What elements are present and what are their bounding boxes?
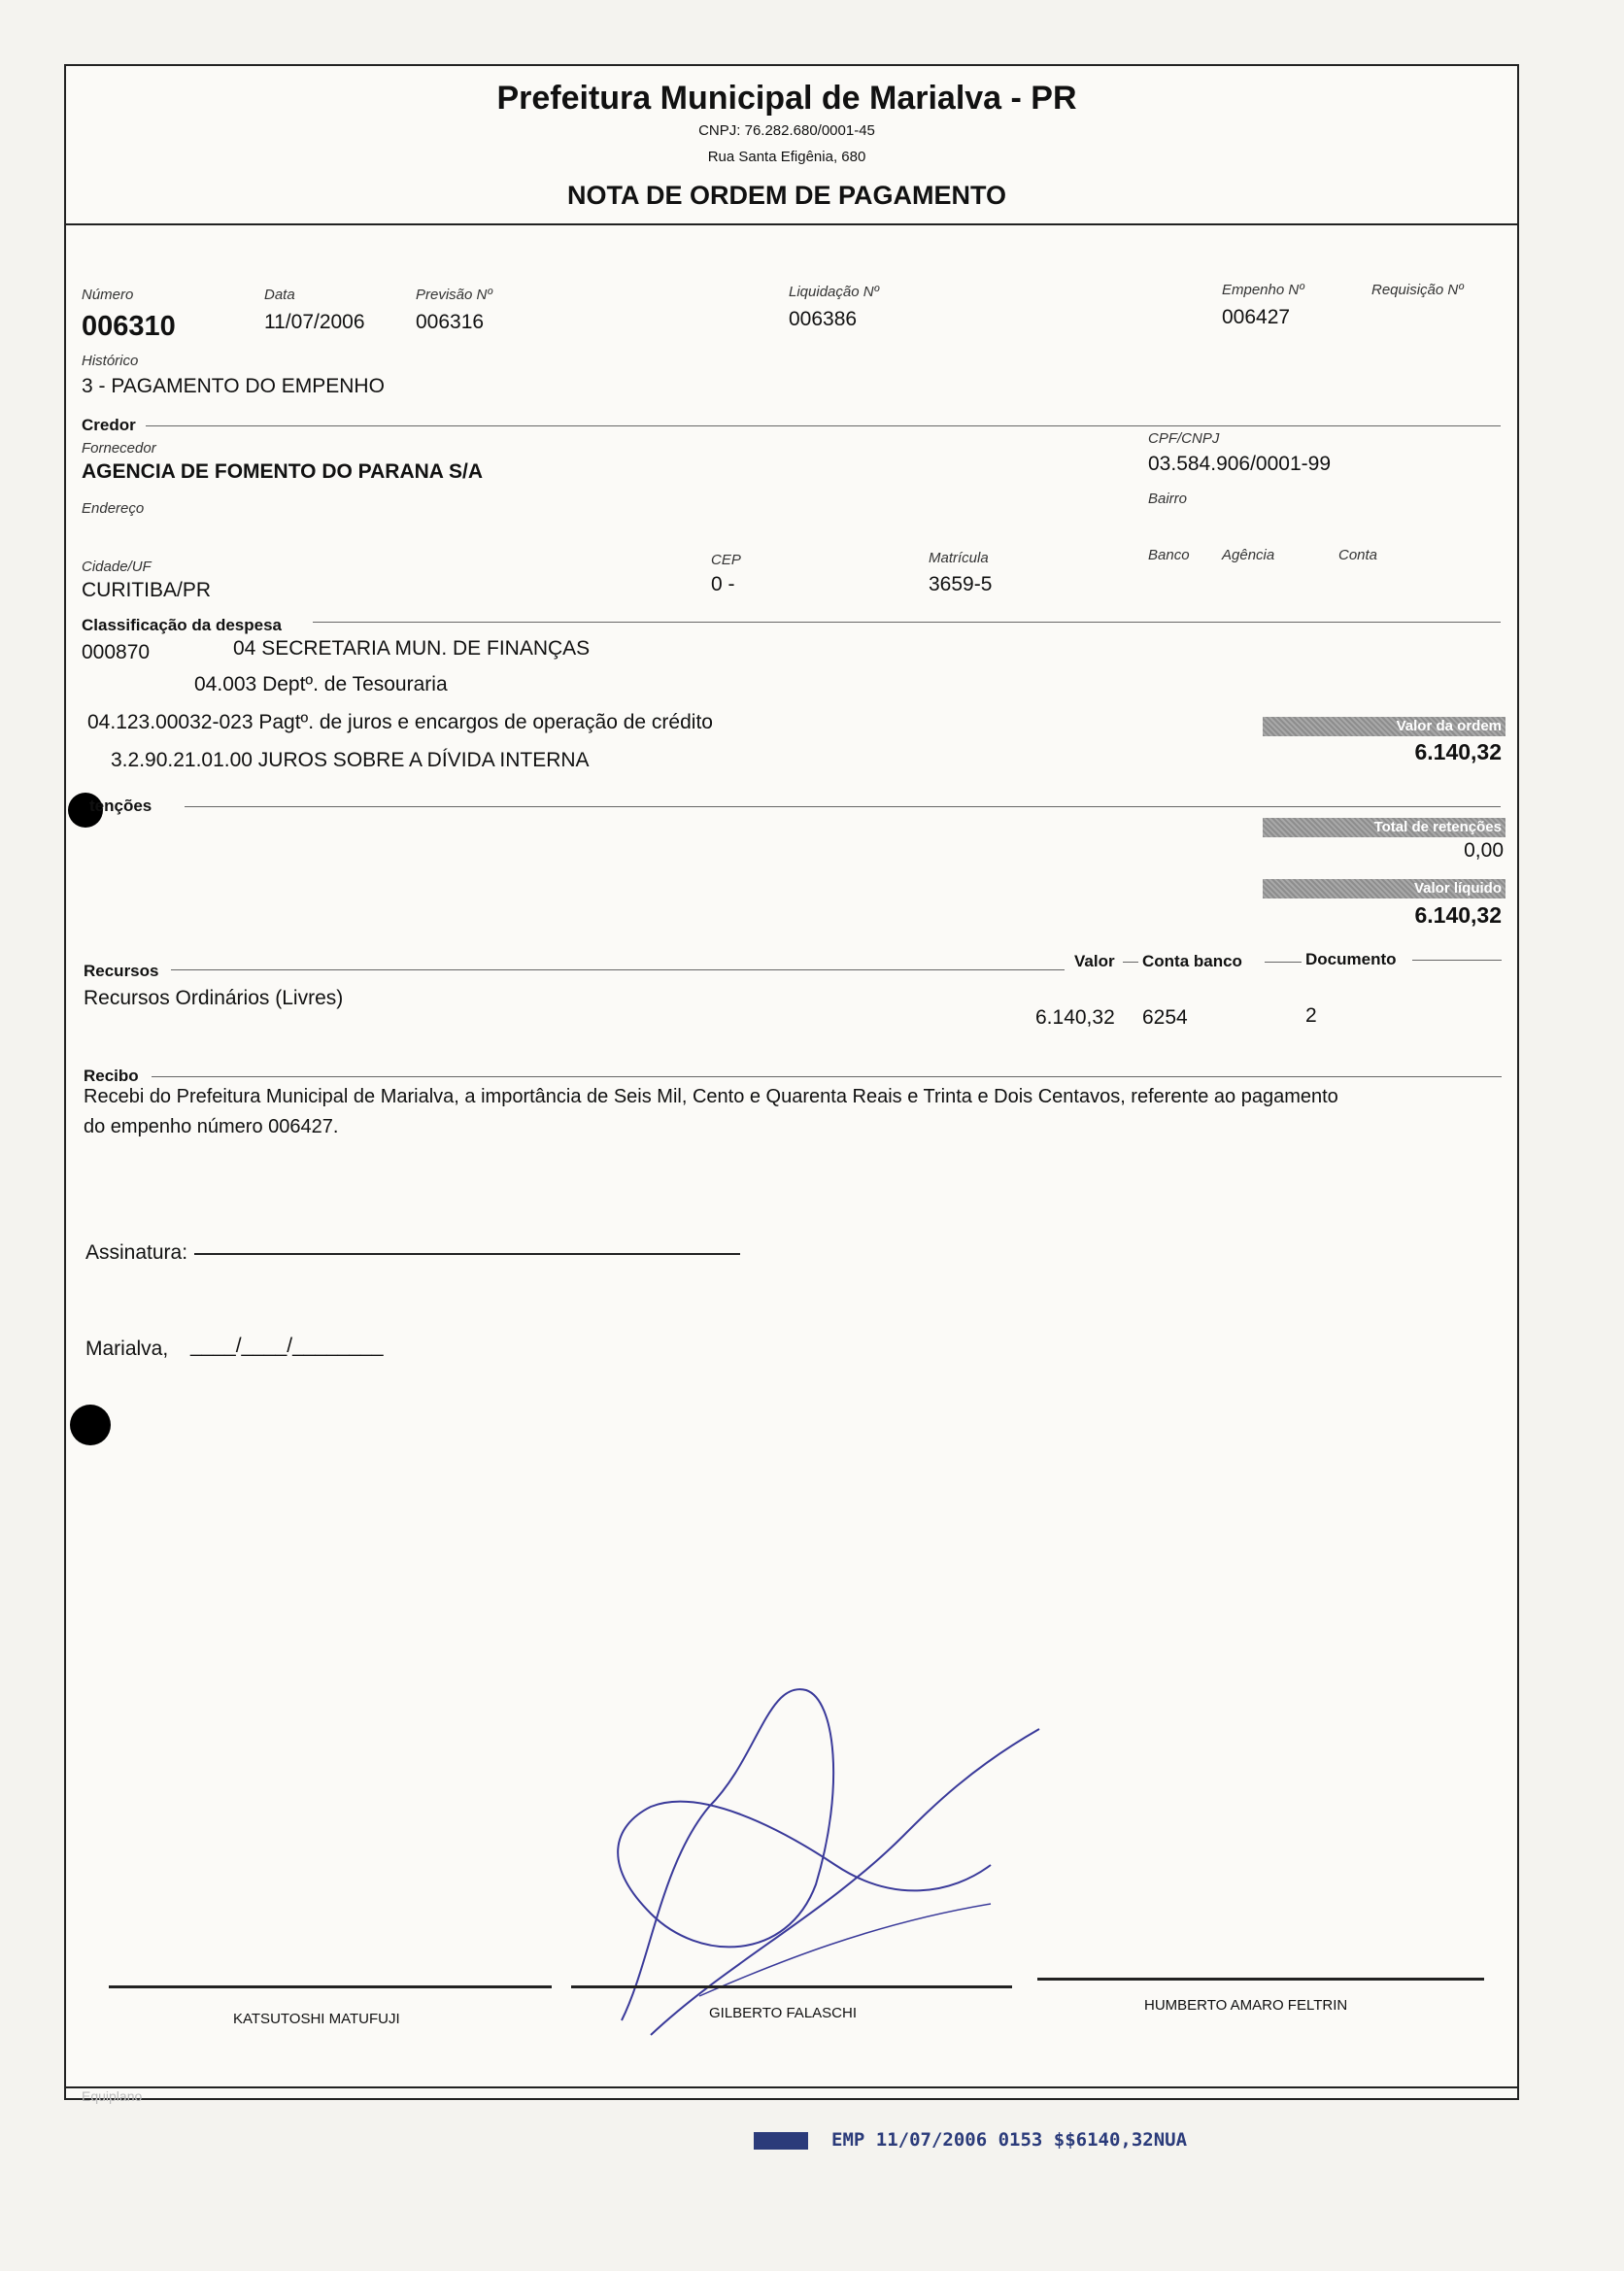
- recibo-text-line2: do empenho número 006427.: [84, 1116, 339, 1137]
- recursos-valor-label: Valor: [1074, 952, 1115, 970]
- recursos-descricao: Recursos Ordinários (Livres): [84, 987, 344, 1009]
- recibo-rule: [152, 1076, 1502, 1077]
- numero-value: 006310: [82, 311, 176, 342]
- fornecedor-value: AGENCIA DE FOMENTO DO PARANA S/A: [82, 460, 484, 483]
- recursos-rule-3: [1265, 962, 1302, 963]
- recursos-conta-label: Conta banco: [1142, 952, 1242, 970]
- recursos-rule: [171, 969, 1065, 970]
- previsao-value: 006316: [416, 311, 485, 333]
- handwritten-signature: [583, 1671, 1049, 2040]
- historico-label: Histórico: [82, 353, 139, 369]
- endereco-label: Endereço: [82, 500, 145, 517]
- equiplano-watermark: Equiplano: [82, 2088, 143, 2104]
- empenho-value: 006427: [1222, 306, 1291, 328]
- local-label: Marialva,: [85, 1338, 169, 1360]
- payment-stamp: EMP 11/07/2006 0153 $$6140,32NUA: [831, 2129, 1188, 2151]
- stamp-logo-icon: [754, 2132, 808, 2150]
- requisicao-label: Requisição Nº: [1371, 282, 1464, 298]
- recursos-conta: 6254: [1142, 1006, 1188, 1029]
- cep-value: 0 -: [711, 573, 735, 595]
- classificacao-orgao: 04 SECRETARIA MUN. DE FINANÇAS: [233, 637, 591, 660]
- footer-separator: [64, 2086, 1517, 2088]
- date-blanks: ____/____/________: [190, 1335, 384, 1357]
- fornecedor-label: Fornecedor: [82, 440, 156, 457]
- credor-rule: [146, 425, 1501, 426]
- empenho-label: Empenho Nº: [1222, 282, 1304, 298]
- signatory-2-line: [571, 1985, 1012, 1988]
- classificacao-code: 000870: [82, 641, 151, 663]
- total-retencoes-bar: Total de retenções: [1263, 818, 1506, 837]
- cep-label: CEP: [711, 552, 741, 568]
- liquidacao-label: Liquidação Nº: [789, 284, 880, 300]
- doc-title: NOTA DE ORDEM DE PAGAMENTO: [566, 181, 1006, 210]
- credor-section: Credor: [82, 416, 136, 434]
- conta-label: Conta: [1338, 547, 1378, 563]
- assinatura-label: Assinatura:: [85, 1241, 188, 1264]
- matricula-value: 3659-5: [929, 573, 993, 595]
- liquidacao-value: 006386: [789, 308, 858, 330]
- data-value: 11/07/2006: [264, 311, 365, 333]
- agencia-label: Agência: [1222, 547, 1275, 563]
- banco-label: Banco: [1148, 547, 1190, 563]
- valor-liquido-bar: Valor líquido: [1263, 879, 1506, 898]
- recursos-rule-4: [1412, 960, 1502, 961]
- classificacao-unidade: 04.003 Deptº. de Tesouraria: [194, 673, 448, 695]
- recursos-section: Recursos: [84, 962, 159, 980]
- signatory-2-name: GILBERTO FALASCHI: [709, 2005, 857, 2021]
- org-cnpj: CNPJ: 76.282.680/0001-45: [698, 122, 875, 139]
- classificacao-natureza: 3.2.90.21.01.00 JUROS SOBRE A DÍVIDA INTERNA: [111, 749, 590, 771]
- recursos-documento: 2: [1305, 1004, 1317, 1027]
- assinatura-line: [194, 1253, 740, 1255]
- matricula-label: Matrícula: [929, 550, 989, 566]
- recibo-text-line1: Recebi do Prefeitura Municipal de Marialva, a importância de Seis Mil, Cento e Quarenta Reais e Trinta e Dois Centavos, referente ao pagamento: [84, 1086, 1338, 1107]
- recursos-rule-2: [1123, 962, 1138, 963]
- org-address: Rua Santa Efigênia, 680: [707, 149, 866, 165]
- classificacao-rule: [313, 622, 1501, 623]
- cidade-label: Cidade/UF: [82, 559, 152, 575]
- signatory-3-name: HUMBERTO AMARO FELTRIN: [1144, 1997, 1348, 2014]
- bairro-label: Bairro: [1148, 491, 1188, 507]
- recursos-valor: 6.140,32: [1035, 1006, 1115, 1029]
- data-label: Data: [264, 287, 295, 303]
- hole-punch-bottom: [70, 1405, 111, 1445]
- previsao-label: Previsão Nº: [416, 287, 492, 303]
- header-separator: [64, 223, 1517, 225]
- signatory-1-line: [109, 1985, 552, 1988]
- classificacao-section: Classificação da despesa: [82, 616, 283, 634]
- valor-ordem-value: 6.140,32: [1414, 739, 1502, 764]
- retencoes-section: tenções: [89, 797, 152, 815]
- cidade-value: CURITIBA/PR: [82, 579, 212, 601]
- org-title: Prefeitura Municipal de Marialva - PR: [496, 80, 1077, 117]
- valor-liquido-value: 6.140,32: [1414, 902, 1502, 928]
- cpf-label: CPF/CNPJ: [1148, 430, 1220, 447]
- cpf-value: 03.584.906/0001-99: [1148, 453, 1332, 475]
- numero-label: Número: [82, 287, 134, 303]
- signatory-3-line: [1037, 1978, 1484, 1981]
- retencoes-rule: [185, 806, 1501, 807]
- historico-value: 3 - PAGAMENTO DO EMPENHO: [82, 375, 385, 397]
- classificacao-funcional: 04.123.00032-023 Pagtº. de juros e encargos de operação de crédito: [87, 711, 713, 733]
- valor-ordem-bar: Valor da ordem: [1263, 717, 1506, 736]
- recursos-documento-label: Documento: [1305, 950, 1397, 968]
- recibo-section: Recibo: [84, 1067, 139, 1085]
- signatory-1-name: KATSUTOSHI MATUFUJI: [233, 2011, 400, 2027]
- total-retencoes-value: 0,00: [1464, 839, 1504, 862]
